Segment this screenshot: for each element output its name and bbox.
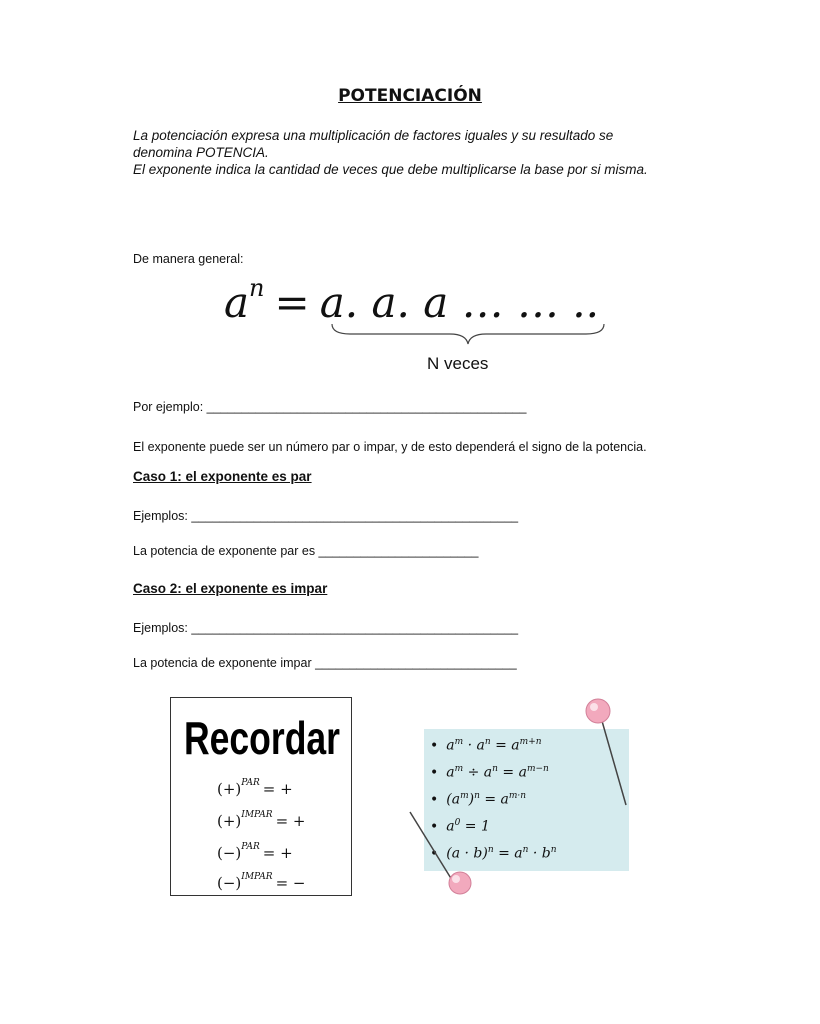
prop-part: = a — [493, 845, 523, 862]
rule-exponent: PAR — [241, 778, 260, 788]
prop-sup: n — [550, 845, 557, 855]
sign-rule — [217, 780, 293, 798]
intro-paragraph — [133, 127, 693, 178]
rule-base: (+) — [217, 780, 242, 798]
sign-rule — [217, 844, 293, 862]
prop-part: a — [446, 818, 455, 835]
prop-part: a — [446, 764, 455, 781]
prop-sup: n — [522, 845, 529, 855]
case2-examples: Ejemplos: _______________________________________________ — [133, 621, 519, 635]
curly-brace-icon — [330, 322, 610, 352]
property-item: • $(a \cdot b)^n = a^n \cdot b^n$ — [430, 845, 557, 862]
case2-result: La potencia de exponente impar _____________________________ — [133, 656, 517, 670]
rule-result: = + — [275, 812, 306, 830]
rule-exponent: PAR — [241, 842, 260, 852]
prop-sup: m — [454, 764, 464, 774]
prop-sup: 0 — [454, 818, 461, 828]
rule-base: (+) — [217, 812, 242, 830]
rule-result: = + — [262, 780, 293, 798]
property-item: • $a^0 = 1$ — [430, 818, 490, 835]
prop-part: = 1 — [460, 818, 490, 835]
formula-base: a — [224, 278, 250, 327]
rule-result: = − — [275, 874, 306, 892]
prop-part: · a — [463, 737, 485, 754]
rule-base: (−) — [217, 874, 242, 892]
intro-line-3: El exponente indica la cantidad de veces que debe multiplicarse la base por si misma. — [133, 162, 648, 177]
recordar-title — [179, 704, 345, 766]
property-item: • $a^m \cdot a^n = a^{m+n}$ — [430, 737, 542, 754]
rule-base: (−) — [217, 844, 242, 862]
prop-sup: m·n — [508, 791, 527, 801]
rule-exponent: IMPAR — [241, 810, 273, 820]
pushpin-icon — [400, 690, 640, 900]
general-formula — [224, 274, 599, 327]
prop-sup: m — [454, 737, 464, 747]
example-line: Por ejemplo: ______________________________________________ — [133, 400, 527, 414]
property-item: • $(a^m)^n = a^{m\cdot n}$ — [430, 791, 527, 808]
sign-rule — [217, 812, 305, 830]
prop-sup: n — [487, 845, 494, 855]
case1-result: La potencia de exponente par es _______________________ — [133, 544, 479, 558]
intro-line-1: La potenciación expresa una multiplicación de factores iguales y su resultado se — [133, 128, 614, 143]
general-label: De manera general: — [133, 252, 244, 266]
case1-examples: Ejemplos: _______________________________________________ — [133, 509, 519, 523]
page-title: POTENCIACIÓN — [338, 86, 482, 106]
rule-exponent: IMPAR — [241, 872, 273, 882]
prop-sup: n — [474, 791, 480, 801]
prop-part: (a — [446, 791, 461, 808]
prop-sup: n — [484, 737, 491, 747]
prop-part: · b — [528, 845, 551, 862]
prop-sup: m — [460, 791, 469, 801]
prop-sup: n — [492, 764, 498, 774]
prop-part: ) — [468, 791, 475, 808]
property-item: • $a^m \div a^n = a^{m-n}$ — [430, 764, 549, 781]
formula-exponent: n — [249, 274, 265, 302]
brace-label: N veces — [427, 354, 489, 373]
prop-part: a — [446, 737, 455, 754]
prop-sup: m+n — [519, 737, 542, 747]
intro-line-2: denomina POTENCIA. — [133, 145, 269, 160]
recordar-box — [170, 697, 352, 896]
prop-sup: m−n — [526, 764, 549, 774]
prop-part: (a · b) — [446, 845, 488, 862]
formula-expansion: a. a. a … … .. — [319, 278, 599, 327]
case1-heading: Caso 1: el exponente es par — [133, 469, 312, 484]
prop-part: = a — [490, 737, 520, 754]
prop-part: = a — [497, 764, 527, 781]
prop-part: = a — [479, 791, 509, 808]
rule-result: = + — [262, 844, 293, 862]
sign-statement: El exponente puede ser un número par o impar, y de esto dependerá el signo de la potencia. — [133, 440, 647, 454]
case2-heading: Caso 2: el exponente es impar — [133, 581, 328, 596]
prop-part: ÷ a — [463, 764, 493, 781]
sign-rule — [217, 874, 305, 892]
recordar-title-text: Recordar — [184, 712, 341, 764]
formula-equals: = — [274, 278, 310, 327]
